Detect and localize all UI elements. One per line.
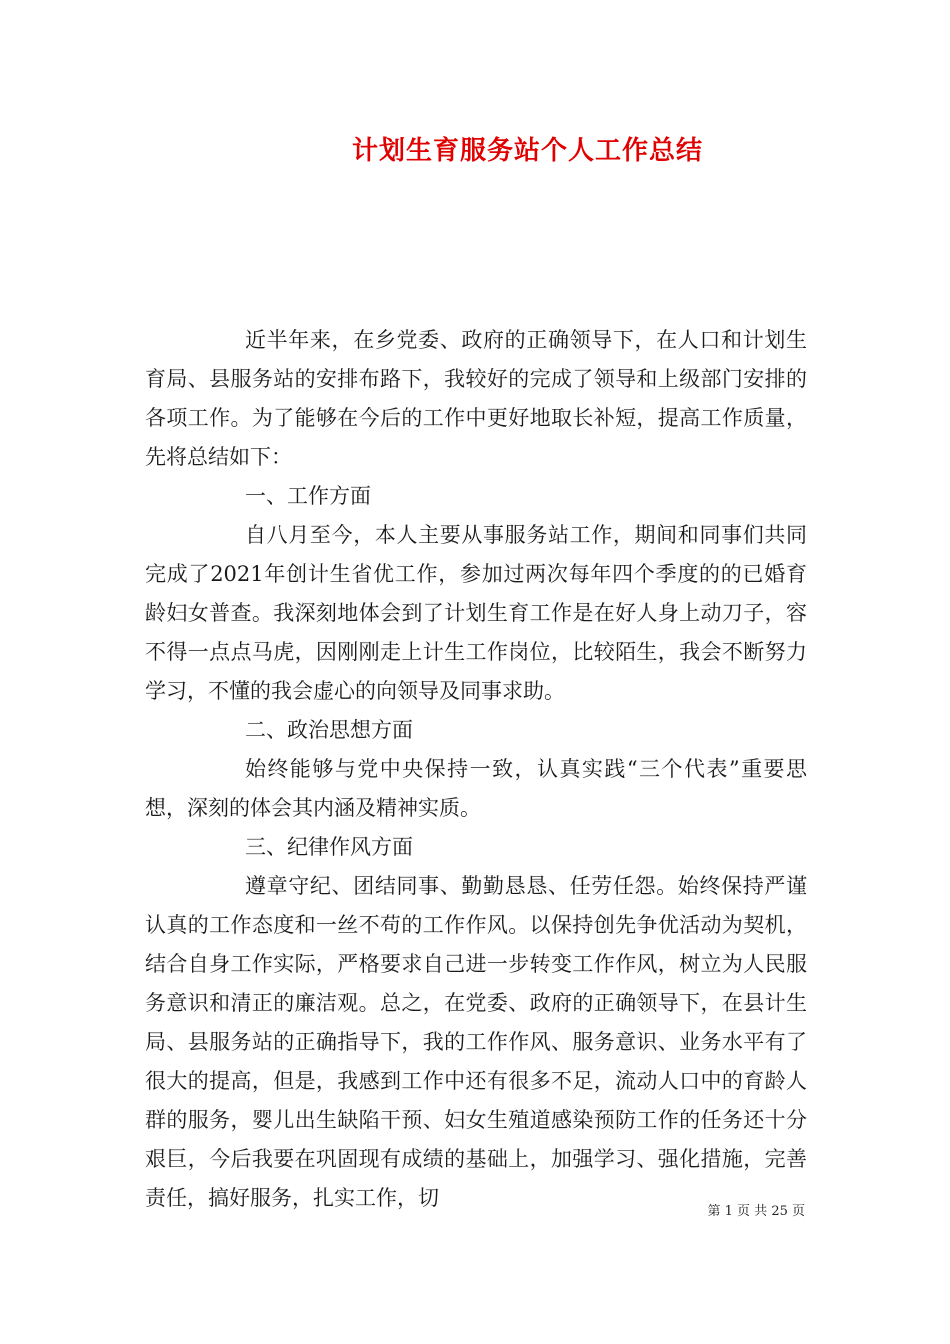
document-title: 计划生育服务站个人工作总结 (351, 136, 703, 166)
page-number-footer: 第 1 页 共 25 页 (707, 1204, 805, 1219)
section-heading-discipline: 三、纪律作风方面 (245, 835, 413, 859)
paragraph-intro: 近半年来，在乡党委、政府的正确领导下，在人口和计划生育局、县服务站的安排布路下，我较好的完成了领导和上级部门安排的各项工作。为了能够在今后的工作中更好地取长补短，提高工作质量，先将总结如下： (145, 328, 807, 469)
section-heading-politics: 二、政治思想方面 (245, 718, 413, 742)
document-body (145, 321, 807, 1218)
paragraph-discipline: 遵章守纪、团结同事、勤勤恳恳、任劳任怨。始终保持严谨认真的工作态度和一丝不苟的工作作风。以保持创先争优活动为契机，结合自身工作实际，严格要求自己进一步转变工作作风，树立为人民服务意识和清正的廉洁观。总之，在党委、政府的正确领导下，在县计生局、县服务站的正确指导下，我的工作作风、服务意识、业务水平有了很大的提高，但是，我感到工作中还有很多不足，流动人口中的育龄人群的服务，婴儿出生缺陷干预、妇女生殖道感染预防工作的任务还十分艰巨，今后我要在巩固现有成绩的基础上，加强学习、强化措施，完善责任，搞好服务，扎实工作，切 (145, 874, 807, 1210)
paragraph-work: 自八月至今，本人主要从事服务站工作，期间和同事们共同完成了2021年创计生省优工作，参加过两次每年四个季度的的已婚育龄妇女普查。我深刻地体会到了计划生育工作是在好人身上动刀子，容不得一点点马虎，因刚刚走上计生工作岗位，比较陌生，我会不断努力学习，不懂的我会虚心的向领导及同事求助。 (145, 523, 807, 703)
paragraph-politics: 始终能够与党中央保持一致，认真实践“三个代表”重要思想，深刻的体会其内涵及精神实质。 (145, 757, 807, 820)
section-heading-work: 一、工作方面 (245, 484, 371, 508)
